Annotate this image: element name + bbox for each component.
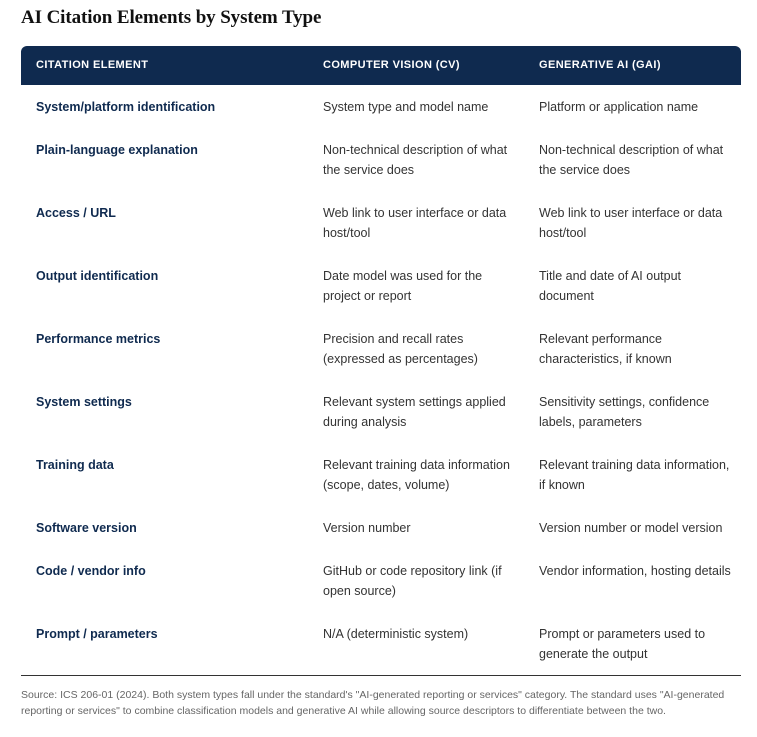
source-note: Source: ICS 206-01 (2024). Both system types fall under the standard's "AI-generated reporting or services" category. The standard uses "AI-generated reporting or services" to combine classification models and generative AI while allowing source descriptors to differentiate between the two. — [21, 689, 725, 717]
header-citation-element: CITATION ELEMENT — [36, 59, 149, 71]
cv-cell: Date model was used for the project or report — [323, 269, 483, 303]
cv-cell: Precision and recall rates (expressed as percentages) — [323, 332, 478, 366]
cv-cell: System type and model name — [323, 100, 489, 114]
citation-element-cell: Output identification — [36, 269, 159, 283]
cv-cell: Non-technical description of what the service does — [323, 143, 508, 177]
gai-cell: Vendor information, hosting details — [539, 564, 731, 578]
cv-cell: Version number — [323, 521, 411, 535]
citation-element-cell: Performance metrics — [36, 332, 161, 346]
gai-cell: Non-technical description of what the service does — [539, 143, 724, 177]
citation-element-cell: Training data — [36, 458, 114, 472]
page-title: AI Citation Elements by System Type — [21, 7, 322, 28]
gai-cell: Relevant performance characteristics, if known — [539, 332, 672, 366]
citation-element-cell: Software version — [36, 521, 137, 535]
cv-cell: GitHub or code repository link (if open source) — [323, 564, 502, 598]
gai-cell: Version number or model version — [539, 521, 723, 535]
gai-cell: Sensitivity settings, confidence labels, parameters — [539, 395, 710, 429]
citation-element-cell: System/platform identification — [36, 100, 216, 114]
gai-cell: Prompt or parameters used to generate the output — [539, 627, 706, 661]
header-generative-ai: GENERATIVE AI (GAI) — [539, 59, 661, 71]
citation-table — [21, 46, 741, 661]
cv-cell: N/A (deterministic system) — [323, 627, 469, 641]
table-header — [21, 46, 741, 85]
gai-cell: Platform or application name — [539, 100, 699, 114]
gai-cell: Title and date of AI output document — [539, 269, 681, 303]
citation-element-cell: Prompt / parameters — [36, 627, 158, 641]
citation-element-cell: Plain-language explanation — [36, 143, 198, 157]
cv-cell: Relevant training data information (scope, dates, volume) — [323, 458, 510, 492]
citation-element-cell: Access / URL — [36, 206, 116, 220]
cv-cell: Web link to user interface or data host/tool — [323, 206, 507, 240]
gai-cell: Web link to user interface or data host/tool — [539, 206, 723, 240]
citation-element-cell: Code / vendor info — [36, 564, 146, 578]
citation-element-cell: System settings — [36, 395, 132, 409]
header-computer-vision: COMPUTER VISION (CV) — [323, 59, 460, 71]
table-bottom-rule — [21, 675, 741, 676]
cv-cell: Relevant system settings applied during analysis — [323, 395, 506, 429]
gai-cell: Relevant training data information, if known — [539, 458, 730, 492]
